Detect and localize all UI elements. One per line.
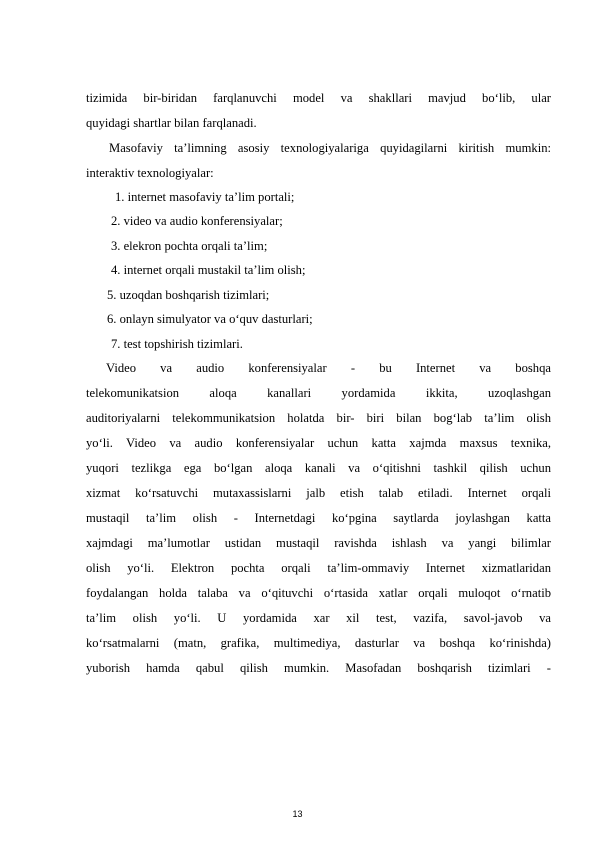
list-item: 5. uzoqdan boshqarish tizimlari; (107, 288, 270, 302)
main-line-7: mustaqil ta’lim olish - Internetdagi ko‘pgina saytlarda joylashgan katta (86, 511, 551, 525)
list-item: 3. elekron pochta orqali ta’lim; (111, 239, 268, 253)
main-line-3: auditoriyalarni telekommunikatsion holatda bir- biri bilan bog‘lab ta’lim olish (86, 411, 551, 425)
main-line-12: ko‘rsatmalarni (matn, grafika, multimediya, dasturlar va boshqa ko‘rinishda) (86, 636, 551, 650)
list-item: 2. video va audio konferensiyalar; (111, 214, 283, 228)
main-line-13: yuborish hamda qabul qilish mumkin. Masofadan boshqarish tizimlari - (86, 661, 551, 675)
list-item: 4. internet orqali mustakil ta’lim olish; (111, 263, 306, 277)
main-line-10: foydalangan holda talaba va o‘qituvchi o‘rtasida xatlar orqali muloqot o‘rnatib (86, 586, 551, 600)
intro-line-2: quyidagi shartlar bilan farqlanadi. (86, 116, 257, 130)
main-line-11: ta’lim olish yo‘li. U yordamida xar xil test, vazifa, savol-javob va (86, 611, 551, 625)
main-line-6: xizmat ko‘rsatuvchi mutaxassislarni jalb etish talab etiladi. Internet orqali (86, 486, 551, 500)
main-line-5: yuqori tezlikga ega bo‘lgan aloqa kanali va o‘qitishni tashkil qilish uchun (86, 461, 551, 475)
main-line-2: telekomunikatsion aloqa kanallari yordamida ikkita, uzoqlashgan (86, 386, 551, 400)
masofaviy-line-2: interaktiv texnologiyalar: (86, 166, 214, 180)
intro-line-1: tizimida bir-biridan farqlanuvchi model va shakllari mavjud bo‘lib, ular (86, 91, 551, 105)
list-item: 7. test topshirish tizimlari. (111, 337, 243, 351)
main-line-9: olish yo‘li. Elektron pochta orqali ta’lim-ommaviy Internet xizmatlaridan (86, 561, 551, 575)
main-line-4: yo‘li. Video va audio konferensiyalar uchun katta xajmda maxsus texnika, (86, 436, 551, 450)
main-line-1: Video va audio konferensiyalar - bu Internet va boshqa (106, 361, 551, 375)
list-item: 6. onlayn simulyator va o‘quv dasturlari; (107, 312, 313, 326)
list-item: 1. internet masofaviy ta’lim portali; (115, 190, 295, 204)
masofaviy-line-1: Masofaviy ta’limning asosiy texnologiyalariga quyidagilarni kiritish mumkin: (109, 141, 551, 155)
page-number: 13 (292, 809, 303, 819)
main-line-8: xajmdagi ma’lumotlar ustidan mustaqil ravishda ishlash va yangi bilimlar (86, 536, 551, 550)
